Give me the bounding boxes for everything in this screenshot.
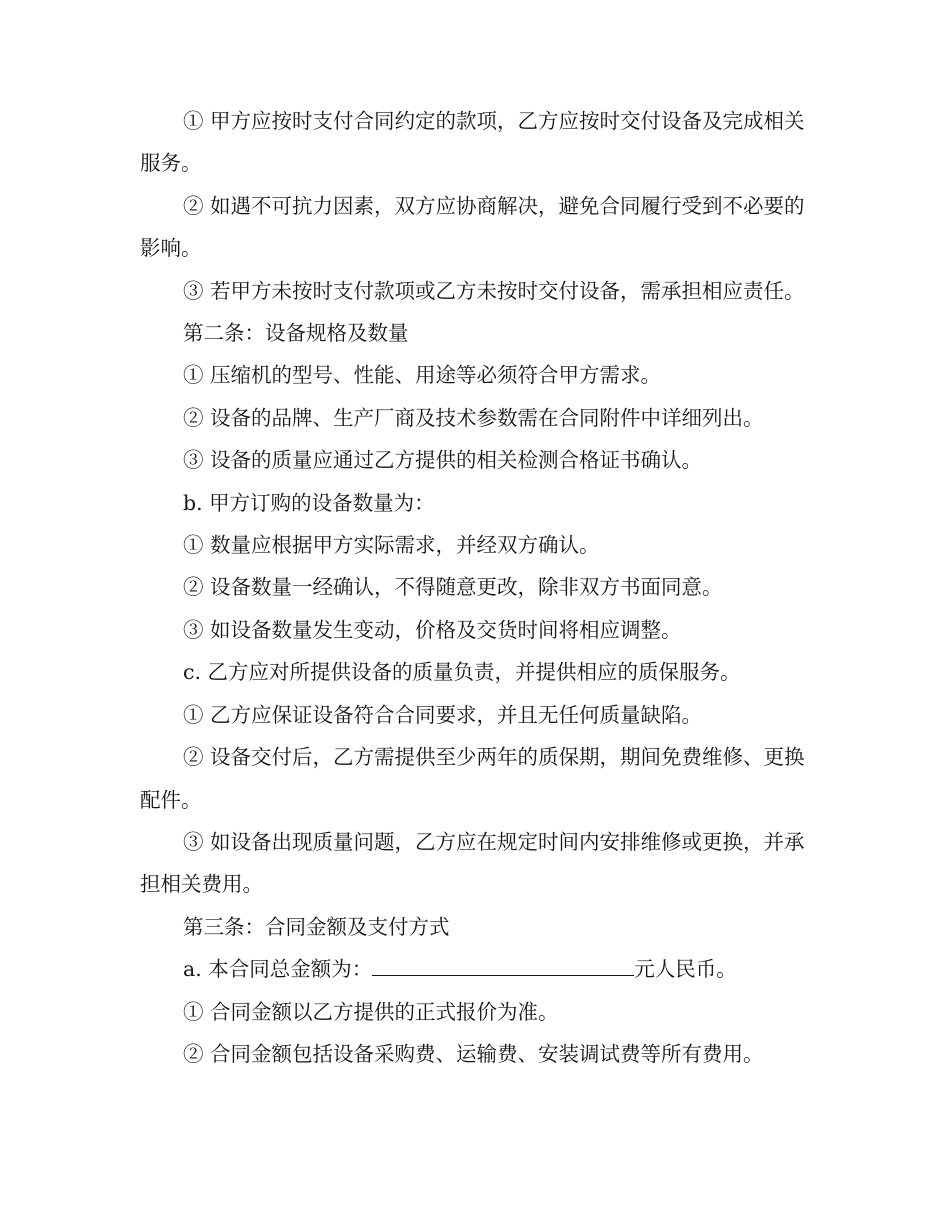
clause-quantity-adjustment: ③ 如设备数量发生变动，价格及交货时间将相应调整。 <box>183 617 682 642</box>
clause-payment-delivery: ① 甲方应按时支付合同约定的款项，乙方应按时交付设备及完成相关服务。 <box>140 109 805 176</box>
clause-force-majeure: ② 如遇不可抗力因素，双方应协商解决，避免合同履行受到不必要的影响。 <box>140 193 805 261</box>
clause-breach-liability: ③ 若甲方未按时支付款项或乙方未按时交付设备，需承担相应责任。 <box>183 278 805 303</box>
clause-brand-parameters: ② 设备的品牌、生产厂商及技术参数需在合同附件中详细列出。 <box>183 405 764 430</box>
clause-quantity-confirmation: ① 数量应根据甲方实际需求，并经双方确认。 <box>183 533 600 558</box>
clause-official-quote: ① 合同金额以乙方提供的正式报价为准。 <box>183 999 559 1024</box>
amount-suffix: 元人民币。 <box>634 957 737 982</box>
clause-repair-replacement: ③ 如设备出现质量问题，乙方应在规定时间内安排维修或更换，并承担相关费用。 <box>140 829 805 897</box>
item-c-quality: c. 乙方应对所提供设备的质量负责，并提供相应的质保服务。 <box>183 660 741 685</box>
document-body <box>140 100 808 1075</box>
clause-quantity-change: ② 设备数量一经确认，不得随意更改，除非双方书面同意。 <box>183 575 723 600</box>
clause-warranty-period: ② 设备交付后，乙方需提供至少两年的质保期，期间免费维修、更换配件。 <box>140 745 805 812</box>
item-b-quantity: b. 甲方订购的设备数量为： <box>183 490 435 515</box>
clause-quality-certificate: ③ 设备的质量应通过乙方提供的相关检测合格证书确认。 <box>183 448 703 473</box>
amount-blank-field[interactable] <box>372 957 634 976</box>
article-2-heading: 第二条：设备规格及数量 <box>183 321 409 346</box>
amount-prefix: a. 本合同总金额为： <box>183 957 373 982</box>
clause-no-defects: ① 乙方应保证设备符合合同要求，并且无任何质量缺陷。 <box>183 702 703 727</box>
clause-amount-includes: ② 合同金额包括设备采购费、运输费、安装调试费等所有费用。 <box>183 1041 764 1066</box>
clause-model-requirements: ① 压缩机的型号、性能、用途等必须符合甲方需求。 <box>183 363 662 388</box>
item-a-total-amount <box>140 948 808 990</box>
article-3-heading: 第三条：合同金额及支付方式 <box>183 914 450 939</box>
